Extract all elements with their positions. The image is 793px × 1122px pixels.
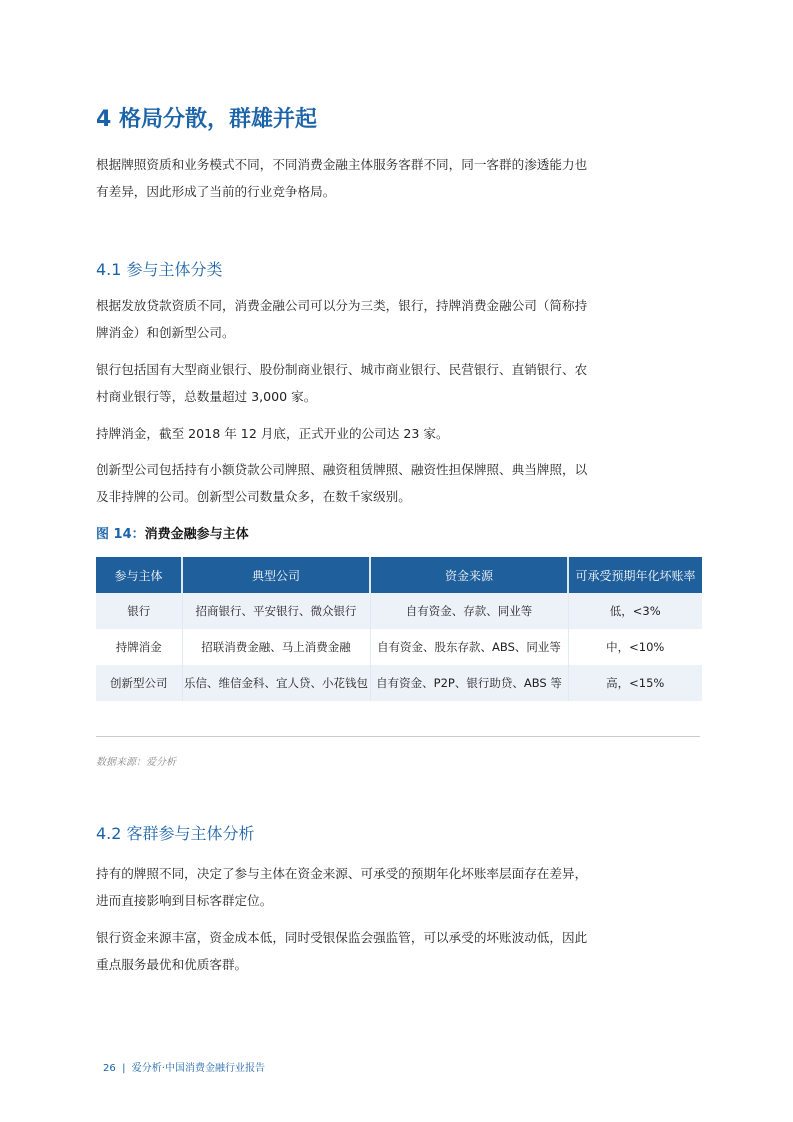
table-header-row — [96, 557, 702, 593]
section-heading-4-2: 4.2 客群参与主体分析 — [96, 824, 255, 843]
figure-caption — [96, 523, 249, 542]
table-cell: 乐信、维信金科、宜人贷、小花钱包 — [182, 665, 370, 701]
table-row — [96, 665, 702, 701]
table-cell: 自有资金、P2P、银行助贷、ABS 等 — [370, 665, 568, 701]
column-header: 参与主体 — [96, 557, 182, 593]
paragraph: 银行包括国有大型商业银行、股份制商业银行、城市商业银行、民营银行、直销银行、农村商业银行等，总数量超过 3,000 家。 — [96, 362, 588, 404]
column-header: 资金来源 — [370, 557, 568, 593]
table-cell: 自有资金、股东存款、ABS、同业等 — [370, 629, 568, 665]
divider — [96, 736, 700, 737]
participants-table — [96, 557, 702, 701]
column-header: 典型公司 — [182, 557, 370, 593]
paragraph: 持牌消金，截至 2018 年 12 月底，正式开业的公司达 23 家。 — [96, 426, 449, 441]
table-row — [96, 629, 702, 665]
figure-label: 图 14： — [96, 527, 145, 542]
paragraph: 银行资金来源丰富，资金成本低，同时受银保监会强监管，可以承受的坏账波动低，因此重点服务最优和优质客群。 — [96, 930, 588, 972]
column-header: 可承受预期年化坏账率 — [568, 557, 702, 593]
table-row — [96, 593, 702, 629]
table-cell: 创新型公司 — [96, 665, 182, 701]
table-cell: 招商银行、平安银行、微众银行 — [182, 593, 370, 629]
table-cell: 自有资金、存款、同业等 — [370, 593, 568, 629]
table-cell: 高，<15% — [568, 665, 702, 701]
intro-paragraph: 根据牌照资质和业务模式不同，不同消费金融主体服务客群不同，同一客群的渗透能力也有差异，因此形成了当前的行业竞争格局。 — [96, 157, 588, 199]
table-cell: 持牌消金 — [96, 629, 182, 665]
paragraph: 根据发放贷款资质不同，消费金融公司可以分为三类，银行，持牌消费金融公司（简称持牌消金）和创新型公司。 — [96, 298, 588, 340]
page-footer: 26 | 爱分析·中国消费金融行业报告 — [103, 1063, 265, 1074]
paragraph: 创新型公司包括持有小额贷款公司牌照、融资租赁牌照、融资性担保牌照、典当牌照，以及非持牌的公司。创新型公司数量众多，在数千家级别。 — [96, 462, 588, 504]
data-source: 数据来源：爱分析 — [96, 757, 176, 768]
table-cell: 招联消费金融、马上消费金融 — [182, 629, 370, 665]
page-title: 4 格局分散，群雄并起 — [96, 107, 317, 132]
figure-title: 消费金融参与主体 — [144, 527, 249, 542]
table-cell: 低，<3% — [568, 593, 702, 629]
section-heading-4-1: 4.1 参与主体分类 — [96, 260, 223, 279]
table-cell: 中，<10% — [568, 629, 702, 665]
table-cell: 银行 — [96, 593, 182, 629]
paragraph: 持有的牌照不同，决定了参与主体在资金来源、可承受的预期年化坏账率层面存在差异，进而直接影响到目标客群定位。 — [96, 866, 588, 908]
